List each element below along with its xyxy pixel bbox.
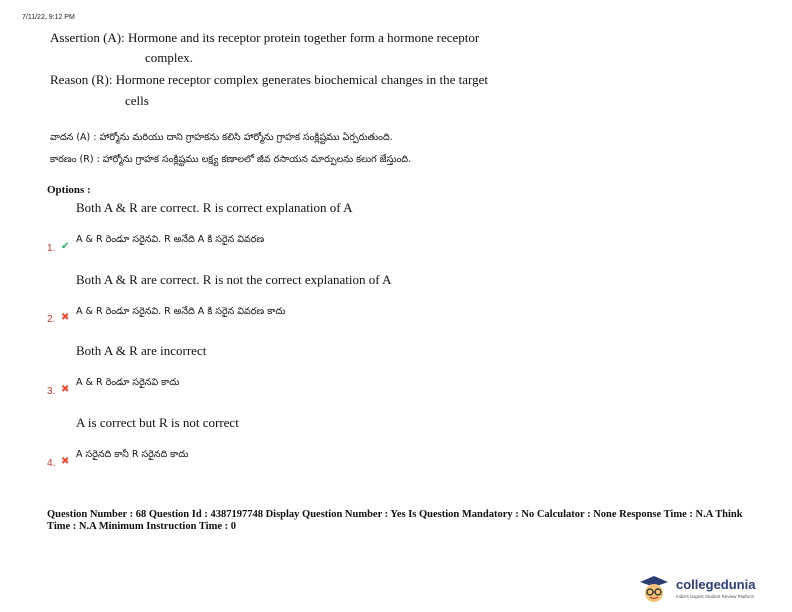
question-metadata: Question Number : 68 Question Id : 4387197748 Display Question Number : Yes Is Question Mandatory : No Calculator : None Response Time : N.A Think Time : N.A Minimum Instruction Time : 0	[47, 509, 743, 532]
brand-logo	[636, 574, 786, 604]
option-1-english: Both A & R are correct. R is correct explanation of A	[76, 200, 353, 215]
telugu-reason: కారణం (R) : హార్మోను గ్రాహక సంక్లిష్టము లక్ష్య కణాలలో జీవ రసాయన మార్పులను కలుగ జేస్తుంది.	[50, 154, 412, 165]
option-1-telugu: A & R రెండూ సరైనవి. R అనేది A కి సరైన వివరణ	[76, 234, 265, 245]
cross-icon: ✖	[61, 456, 70, 467]
brand-tagline: India's largest Student Review Platform	[676, 594, 755, 599]
option-4-number: 4.	[47, 458, 56, 469]
assertion-line-1: Assertion (A): Hormone and its receptor protein together form a hormone receptor	[50, 30, 480, 45]
option-4-english: A is correct but R is not correct	[76, 415, 239, 430]
option-4-telugu: A సరైనది కానీ R సరైనది కాదు	[76, 449, 189, 460]
option-1-number: 1.	[47, 243, 56, 254]
option-2-number: 2.	[47, 314, 56, 325]
options-heading: Options :	[47, 184, 91, 196]
reason-line-2: cells	[125, 93, 149, 108]
option-3-english: Both A & R are incorrect	[76, 343, 207, 358]
check-icon: ✔	[61, 241, 70, 252]
cross-icon: ✖	[61, 384, 70, 395]
option-3-number: 3.	[47, 386, 56, 397]
print-timestamp: 7/11/22, 9:12 PM	[22, 14, 75, 21]
mascot-icon	[636, 574, 672, 604]
cross-icon: ✖	[61, 312, 70, 323]
brand-name: collegedunia	[676, 577, 756, 592]
telugu-assertion: వాదన (A) : హార్మోను మరియు దాని గ్రాహకను కలిసి హార్మోను గ్రాహక సంక్లిష్టము ఏర్పరుతుంది.	[50, 132, 393, 143]
option-3-telugu: A & R రెండూ సరైనవి కాదు	[76, 377, 180, 388]
assertion-line-2: complex.	[145, 50, 194, 65]
option-2-english: Both A & R are correct. R is not the correct explanation of A	[76, 272, 392, 287]
reason-line-1: Reason (R): Hormone receptor complex generates biochemical changes in the target	[50, 72, 488, 87]
option-2-telugu: A & R రెండూ సరైనవి. R అనేది A కి సరైన వివరణ కాదు	[76, 306, 286, 317]
